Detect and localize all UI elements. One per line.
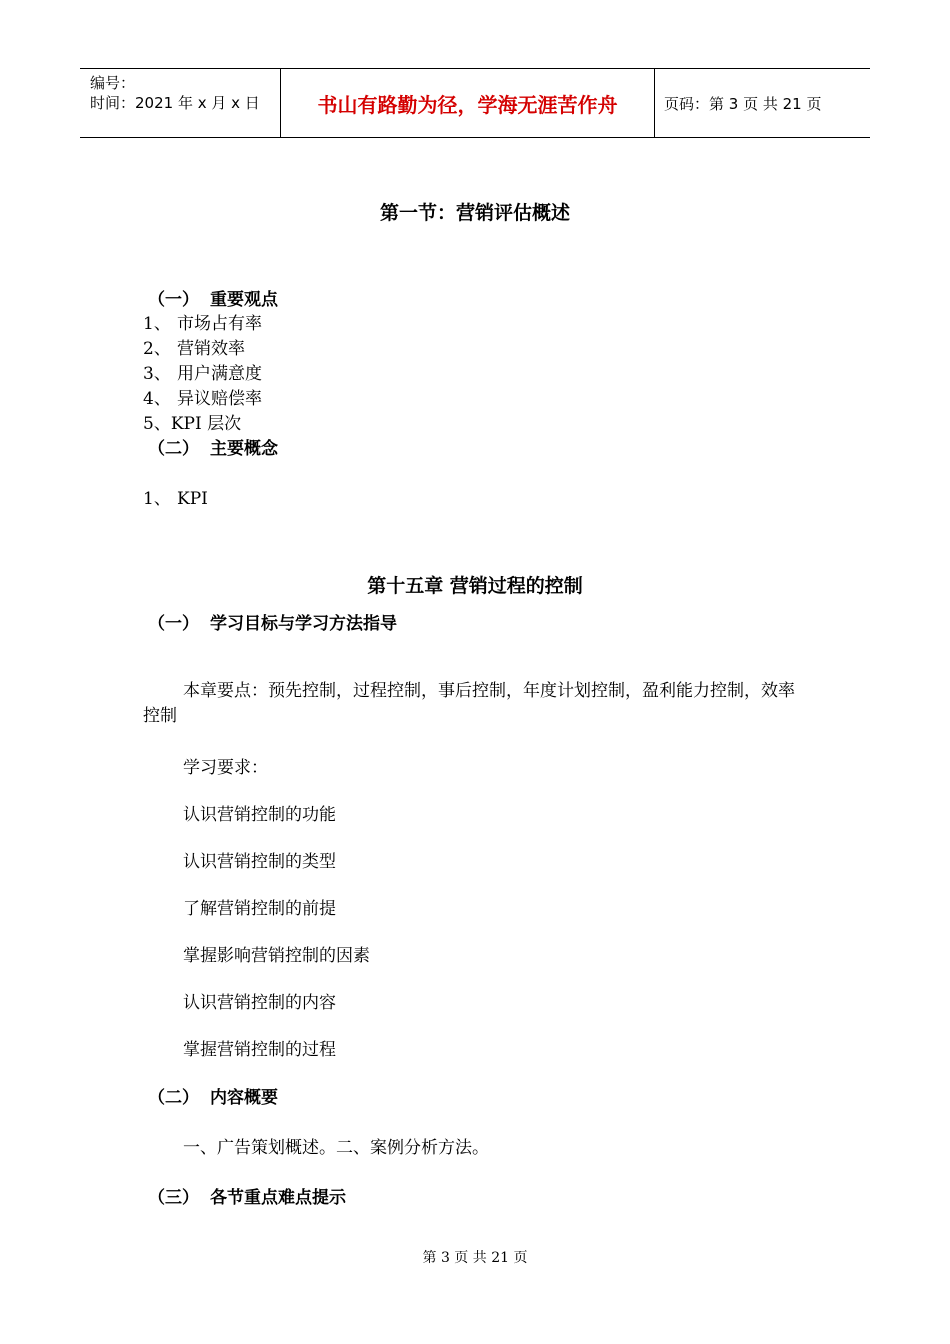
list-item: 5、KPI 层次: [143, 414, 242, 434]
requirement-item: 认识营销控制的内容: [183, 993, 336, 1013]
hints-heading: [148, 1183, 346, 1208]
heading-label: 内容概要: [210, 1088, 278, 1108]
heading-number: （一）: [148, 290, 199, 310]
list-item: 3、 用户满意度: [143, 364, 262, 384]
header-motto: 书山有路勤为径，学海无涯苦作舟: [317, 92, 618, 117]
header-divider: [654, 69, 655, 137]
requirements-label: 学习要求：: [183, 758, 268, 778]
heading-label: 学习目标与学习方法指导: [210, 614, 397, 634]
list-item: 1、 市场占有率: [143, 314, 262, 334]
number-label: 编号：: [90, 74, 136, 92]
date-label: 时间：2021 年 x 月 x 日: [90, 94, 260, 112]
requirement-item: 掌握营销控制的过程: [183, 1040, 336, 1060]
list-item: 4、 异议赔偿率: [143, 389, 262, 409]
heading-number: （二）: [148, 1088, 199, 1108]
list-item: 2、 营销效率: [143, 339, 245, 359]
heading-label: 重要观点: [210, 290, 278, 310]
section-title: 第一节：营销评估概述: [379, 202, 570, 224]
key-points-paragraph: 本章要点：预先控制，过程控制，事后控制，年度计划控制，盈利能力控制，效率控制: [143, 681, 795, 726]
header-meta: [90, 73, 260, 113]
heading-number: （二）: [148, 439, 199, 459]
concepts-heading: [148, 434, 278, 459]
page-footer: 第 3 页 共 21 页: [422, 1250, 528, 1266]
requirement-item: 掌握影响营销控制的因素: [183, 946, 370, 966]
key-points-heading: [148, 285, 278, 310]
content-heading: [148, 1083, 278, 1108]
content-summary: 一、广告策划概述。二、案例分析方法。: [183, 1138, 489, 1158]
requirement-item: 了解营销控制的前提: [183, 899, 336, 919]
heading-label: 主要概念: [210, 439, 278, 459]
page-header: [80, 68, 870, 138]
requirement-item: 认识营销控制的功能: [183, 805, 336, 825]
list-item: 1、 KPI: [143, 489, 208, 509]
heading-label: 各节重点难点提示: [210, 1188, 346, 1208]
goals-heading: [148, 609, 397, 634]
requirement-item: 认识营销控制的类型: [183, 852, 336, 872]
chapter-title: 第十五章 营销过程的控制: [367, 575, 583, 597]
heading-number: （三）: [148, 1188, 199, 1208]
heading-number: （一）: [148, 614, 199, 634]
page-info: 页码：第 3 页 共 21 页: [664, 94, 822, 113]
